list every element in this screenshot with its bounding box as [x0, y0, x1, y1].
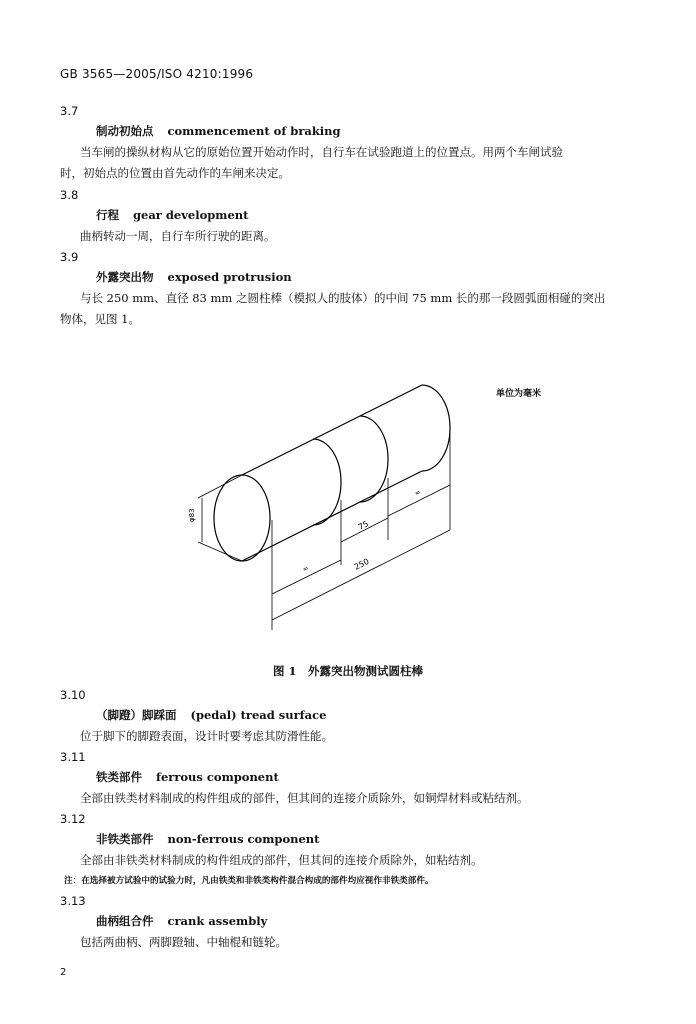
term-en: (pedal) tread surface	[190, 708, 327, 722]
dim-label-equal-right: ≈	[413, 487, 423, 498]
clause-number: 3.13	[60, 894, 86, 908]
term-zh: 非铁类部件	[96, 832, 154, 846]
dim-line-total	[272, 530, 450, 620]
clause-number: 3.9	[60, 250, 79, 264]
page-number: 2	[60, 967, 67, 978]
term-en: gear development	[133, 208, 249, 222]
term-en: exposed protrusion	[167, 270, 292, 284]
term-zh: 制动初始点	[96, 124, 154, 138]
unit-label: 单位为毫米	[496, 389, 542, 399]
term-en: non-ferrous component	[167, 832, 320, 846]
clause-term	[96, 834, 319, 846]
clause-body-line: 曲柄转动一周，自行车所行驶的距离。	[80, 229, 276, 243]
clause-body-line: 包括两曲柄、两脚蹬轴、中轴棍和链轮。	[80, 935, 287, 949]
diameter-label: φ83	[188, 508, 196, 522]
term-zh: 曲柄组合件	[96, 914, 154, 928]
clause-number: 3.10	[60, 688, 86, 702]
clause-number: 3.11	[60, 750, 86, 764]
clause-term	[96, 710, 326, 722]
term-en: crank assembly	[167, 914, 268, 928]
segment-arc-right	[360, 416, 388, 502]
document-header: GB 3565—2005/ISO 4210:1996	[60, 67, 254, 81]
clause-term	[96, 126, 341, 138]
clause-note: 注：在选择被方试验中的试验力时，凡由铁类和非铁类构件混合构成的部件均应视作非铁类部件。	[64, 876, 434, 886]
clause-body-line: 全部由铁类材料制成的构件组成的部件，但其间的连接介质除外，如铜焊材料或粘结剂。	[80, 791, 529, 805]
clause-term	[96, 772, 279, 784]
term-zh: 行程	[96, 208, 119, 222]
clause-number: 3.7	[60, 104, 79, 118]
cylinder-top-edge	[242, 385, 422, 475]
dim-label-middle: 75	[356, 519, 370, 532]
term-zh: 外露突出物	[96, 270, 154, 284]
cylinder-figure	[180, 380, 480, 640]
dim-label-equal-left: ≈	[301, 563, 311, 574]
clause-number: 3.8	[60, 188, 79, 202]
clause-body-line: 与长 250 mm、直径 83 mm 之圆柱棒（模拟人的肢体）的中间 75 mm 长的那一段圆弧面相碰的突出	[80, 291, 606, 305]
clause-body-line: 当车闸的操纵材构从它的原始位置开始动作时，自行车在试验跑道上的位置点。用两个车闸试验	[80, 145, 563, 159]
clause-term	[96, 916, 267, 928]
clause-term	[96, 272, 292, 284]
term-en: ferrous component	[156, 770, 279, 784]
term-en: commencement of braking	[167, 124, 341, 138]
figure-caption: 图 1 外露突出物测试圆柱棒	[272, 664, 423, 678]
clause-number: 3.12	[60, 812, 86, 826]
dim-label-total: 250	[352, 556, 371, 572]
clause-term	[96, 210, 248, 222]
cylinder-right-end	[422, 385, 450, 471]
cylinder-left-end	[214, 475, 270, 561]
term-zh: （脚蹬）脚踩面	[96, 708, 177, 722]
segment-arc-left	[313, 439, 341, 525]
clause-body-line: 全部由非铁类材料制成的构件组成的部件，但其间的连接介质除外，如粘结剂。	[80, 853, 483, 867]
clause-body-line: 物体，见图 1。	[60, 312, 140, 326]
clause-body-line: 位于脚下的脚蹬表面，设计时要考虑其防滑性能。	[80, 729, 333, 743]
clause-body-line: 时，初始点的位置由首先动作的车闸来决定。	[60, 166, 290, 180]
term-zh: 铁类部件	[96, 770, 142, 784]
